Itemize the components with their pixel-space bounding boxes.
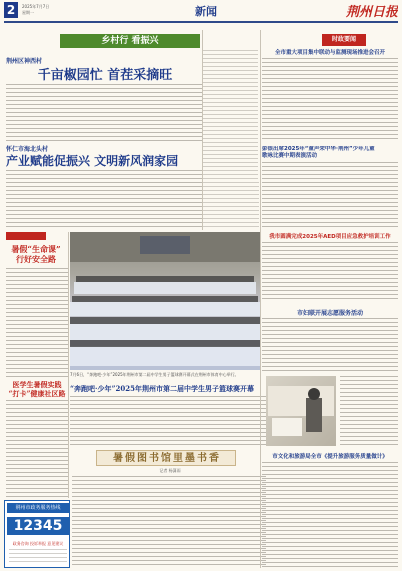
page-number: 2 <box>4 2 18 18</box>
center-headline: “奔跑吧·少年”2025年荆州市第二届中学生男子篮球赛开幕 <box>70 384 254 393</box>
right-story3-headline: 我市圆满完成2025年AED项目应急救护培训工作 <box>269 234 391 240</box>
right-story5-headline: 市文化和旅游局全市《提升旅游服务质量做计》 <box>272 454 388 460</box>
right-photo <box>266 376 336 446</box>
right-story1-body <box>262 58 398 140</box>
center-body <box>70 396 266 446</box>
story4-headline: 医学生暑假实践 “打卡”健康社区路 <box>8 380 66 398</box>
story4-body <box>6 400 68 498</box>
rural-banner <box>60 34 200 48</box>
hotline-ad <box>4 500 70 568</box>
hotline-number: 12345 <box>7 517 69 535</box>
issue-weekday: 星期一 <box>22 10 34 15</box>
divider-vertical-right <box>260 30 261 568</box>
right-photo-side-text <box>340 376 398 446</box>
library-body <box>72 476 266 568</box>
story2-headline: 产业赋能促振兴 文明新风润家园 <box>6 154 179 168</box>
issue-date: 2025年7月7日 <box>22 4 50 9</box>
banner-text: 乡村行 看振兴 <box>101 36 159 46</box>
mid-text-col <box>203 182 259 230</box>
right-story4-headline: 市妇联开展志愿服务活动 <box>296 310 363 317</box>
story1-body <box>6 84 202 144</box>
right-story3-body <box>262 242 398 302</box>
library-byline: 记者 杨潇雨 <box>159 468 181 473</box>
news-tag-text: 时政要闻 <box>331 36 356 43</box>
paper-logo: 荆州日报 <box>345 5 398 19</box>
masthead-rule <box>4 21 398 23</box>
story2-kicker: 怀仁市海北头村 <box>6 146 49 153</box>
hotline-footer: 政务咨询 投诉举报 意见建议 <box>12 541 64 546</box>
story3-tag <box>6 232 46 240</box>
section-title: 新闻 <box>195 5 217 18</box>
story2-body <box>6 170 202 228</box>
right-story2-body <box>262 162 398 228</box>
bookstore-illustration <box>266 376 336 446</box>
right-story5-body <box>262 462 398 568</box>
story1-kicker: 荆州区神西村 <box>6 58 43 65</box>
library-banner-text: 暑假图书馆里墨书香 <box>113 453 221 464</box>
right-story4-body <box>262 318 398 374</box>
right-story1-headline: 全市重大项目集中联动与监测现场推进会召开 <box>274 50 385 56</box>
divider-vertical-left <box>202 30 203 230</box>
right-story2-headline: 彭银出席2025年“童声荣中华·荆州”少年儿童 歌咏比赛中期表演活动 <box>262 146 375 159</box>
library-banner <box>96 450 236 466</box>
crowd-illustration <box>70 232 260 370</box>
center-photo <box>70 232 260 370</box>
photo-caption: 7月6日，“奔跑吧·少年”2025年荆州市第二届中学生男子篮球赛开幕式在荆州市体育中心举行。 <box>70 372 239 377</box>
hotline-body <box>9 549 67 565</box>
story1-headline: 千亩椒园忙 首茬采摘旺 <box>37 68 173 83</box>
divider-vertical-narrow <box>68 232 69 498</box>
mid-top-text <box>203 50 258 180</box>
news-tag <box>322 34 366 46</box>
masthead <box>0 0 402 24</box>
story3-body <box>6 268 68 378</box>
hotline-title: 荆州市政务服务热线 <box>7 503 69 513</box>
story3-headline: 暑假“生命课” 行好安全路 <box>11 244 61 264</box>
